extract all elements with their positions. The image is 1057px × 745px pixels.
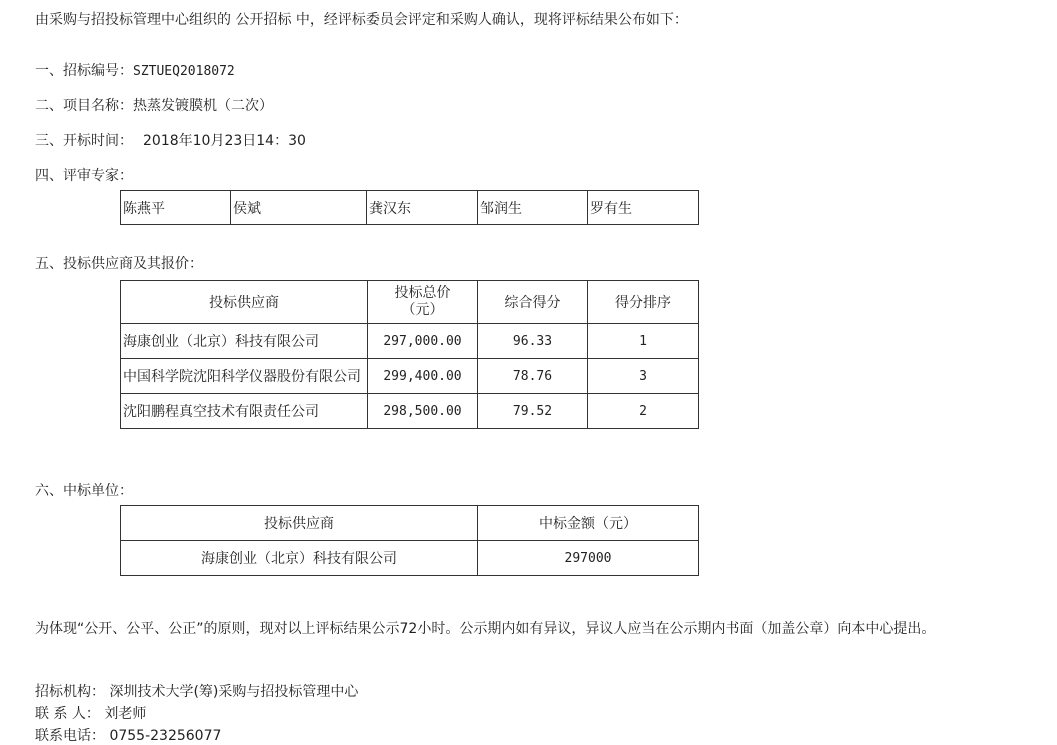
table-row (121, 324, 699, 359)
bid-number-value: SZTUEQ2018072 (133, 64, 235, 79)
rank-cell: 1 (588, 324, 699, 359)
score-cell: 79.52 (478, 394, 588, 429)
rank-cell: 3 (588, 359, 699, 394)
table-row (121, 394, 699, 429)
opening-time-label: 三、开标时间： (35, 133, 133, 149)
project-name-value: 热蒸发镀膜机（二次） (133, 98, 273, 114)
col-header-supplier: 投标供应商 (121, 281, 368, 324)
winner-amount-cell: 297000 (478, 541, 699, 576)
experts-row (121, 191, 699, 225)
expert-cell: 陈燕平 (121, 191, 231, 225)
bids-header-row (121, 281, 699, 324)
price-cell: 297,000.00 (368, 324, 478, 359)
bid-number-label: 一、招标编号： (35, 63, 133, 79)
col-header-price-line1: 投标总价 (394, 285, 451, 301)
winner-supplier-cell: 海康创业（北京）科技有限公司 (121, 541, 478, 576)
experts-heading: 四、评审专家： (35, 168, 133, 184)
col-header-amount: 中标金额（元） (478, 506, 699, 541)
bids-heading: 五、投标供应商及其报价： (35, 256, 203, 272)
winner-heading: 六、中标单位： (35, 483, 133, 499)
bid-number (35, 60, 235, 80)
project-name-label: 二、项目名称： (35, 98, 133, 114)
price-cell: 299,400.00 (368, 359, 478, 394)
opening-time-value: 2018年10月23日14：30 (143, 133, 306, 149)
intro-text: 由采购与招投标管理中心组织的 公开招标 中，经评标委员会评定和采购人确认，现将评标结果公布如下： (35, 12, 688, 28)
supplier-cell: 沈阳鹏程真空技术有限责任公司 (121, 394, 368, 429)
col-header-supplier: 投标供应商 (121, 506, 478, 541)
contact-person: 联 系 人： 刘老师 (35, 706, 147, 722)
table-row (121, 541, 699, 576)
expert-cell: 龚汉东 (367, 191, 478, 225)
score-cell: 96.33 (478, 324, 588, 359)
col-header-score: 综合得分 (478, 281, 588, 324)
opening-time (35, 130, 306, 150)
contact-phone: 联系电话： 0755-23256077 (35, 728, 222, 744)
col-header-price-line2: （元） (401, 302, 444, 318)
contact-agency: 招标机构： 深圳技术大学(筹)采购与招投标管理中心 (35, 684, 359, 700)
supplier-cell: 海康创业（北京）科技有限公司 (121, 324, 368, 359)
award-table (120, 505, 699, 576)
notice-text: 为体现“公开、公平、公正”的原则，现对以上评标结果公示72小时。公示期内如有异议，异议人应当在公示期内书面（加盖公章）向本中心提出。 (35, 621, 936, 637)
expert-cell: 罗有生 (588, 191, 699, 225)
project-name (35, 95, 273, 115)
table-row (121, 359, 699, 394)
supplier-cell: 中国科学院沈阳科学仪器股份有限公司 (121, 359, 368, 394)
expert-cell: 侯斌 (231, 191, 367, 225)
rank-cell: 2 (588, 394, 699, 429)
expert-cell: 邹润生 (478, 191, 588, 225)
award-header-row (121, 506, 699, 541)
bids-table (120, 280, 699, 429)
col-header-rank: 得分排序 (588, 281, 699, 324)
col-header-price (368, 281, 478, 324)
experts-table (120, 190, 699, 225)
score-cell: 78.76 (478, 359, 588, 394)
price-cell: 298,500.00 (368, 394, 478, 429)
